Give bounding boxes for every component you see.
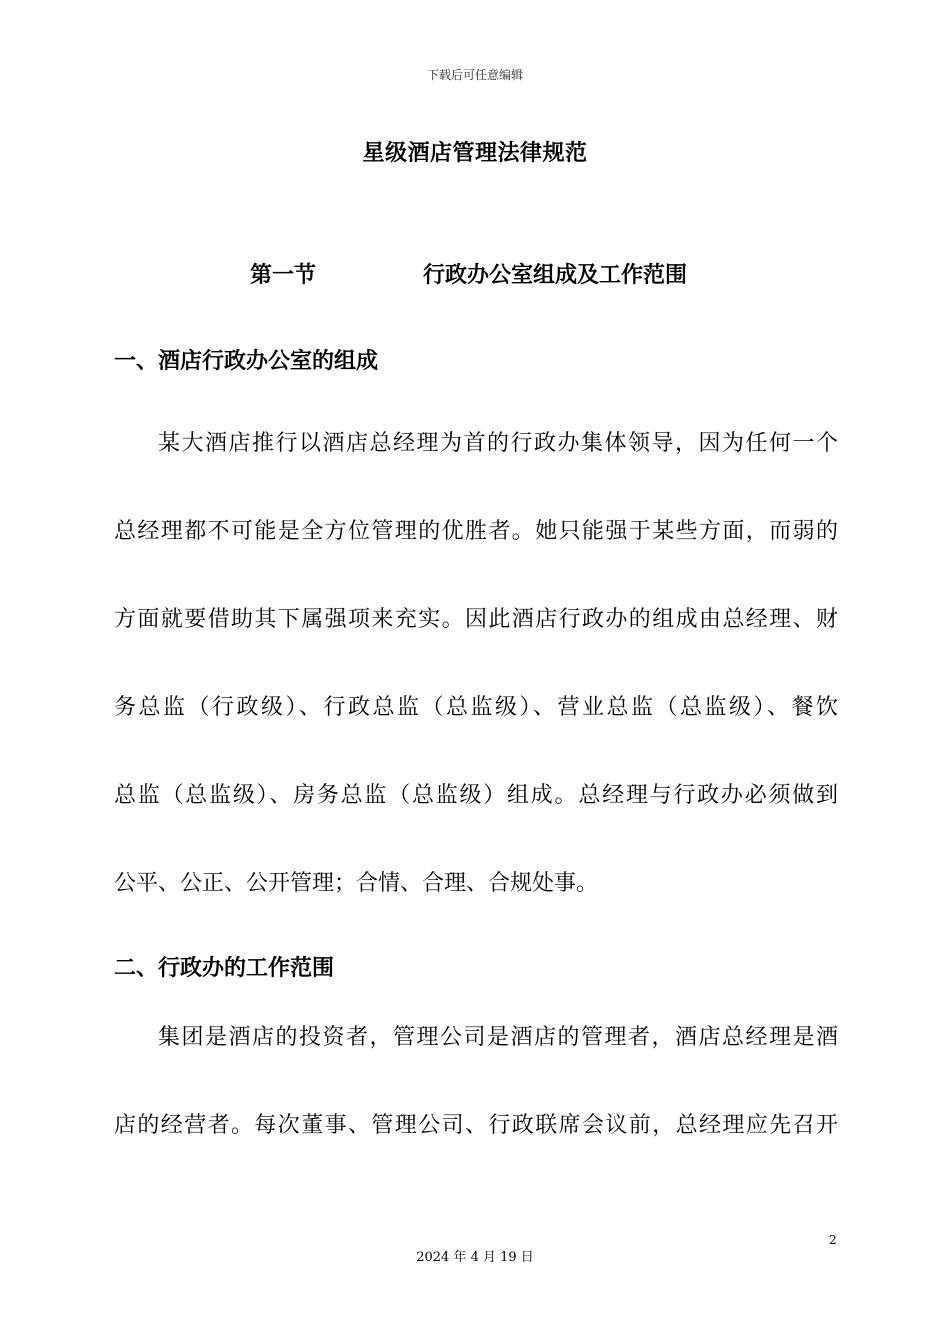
footer-date: 2024 年 4 月 19 日	[416, 1250, 534, 1265]
paragraph-line: 公平、公正、公开管理；合情、合理、合规处事。	[114, 871, 599, 896]
paragraph-line: 务总监（行政级）、行政总监（总监级）、营业总监（总监级）、餐饮	[114, 695, 838, 720]
section-name: 行政办公室组成及工作范围	[423, 263, 688, 288]
part1-heading: 一、酒店行政办公室的组成	[114, 349, 379, 374]
part2-heading: 二、行政办的工作范围	[114, 956, 335, 981]
paragraph-line: 总经理都不可能是全方位管理的优胜者。她只能强于某些方面，而弱的	[114, 519, 838, 544]
part1-paragraph	[114, 400, 838, 928]
paragraph-line: 总监（总监级）、房务总监（总监级）组成。总经理与行政办必须做到	[114, 783, 838, 808]
paragraph-line: 店的经营者。每次董事、管理公司、行政联席会议前，总经理应先召开	[114, 1113, 838, 1138]
paragraph-line: 某大酒店推行以酒店总经理为首的行政办集体领导，因为任何一个	[158, 431, 838, 456]
section-number: 第一节	[250, 263, 317, 288]
part2-paragraph	[114, 994, 838, 1170]
document-title: 星级酒店管理法律规范	[362, 141, 588, 166]
header-note: 下载后可任意编辑	[426, 68, 523, 82]
page-number: 2	[829, 1233, 837, 1247]
paragraph-line: 集团是酒店的投资者，管理公司是酒店的管理者，酒店总经理是酒	[158, 1025, 838, 1050]
paragraph-line: 方面就要借助其下属强项来充实。因此酒店行政办的组成由总经理、财	[114, 607, 838, 632]
